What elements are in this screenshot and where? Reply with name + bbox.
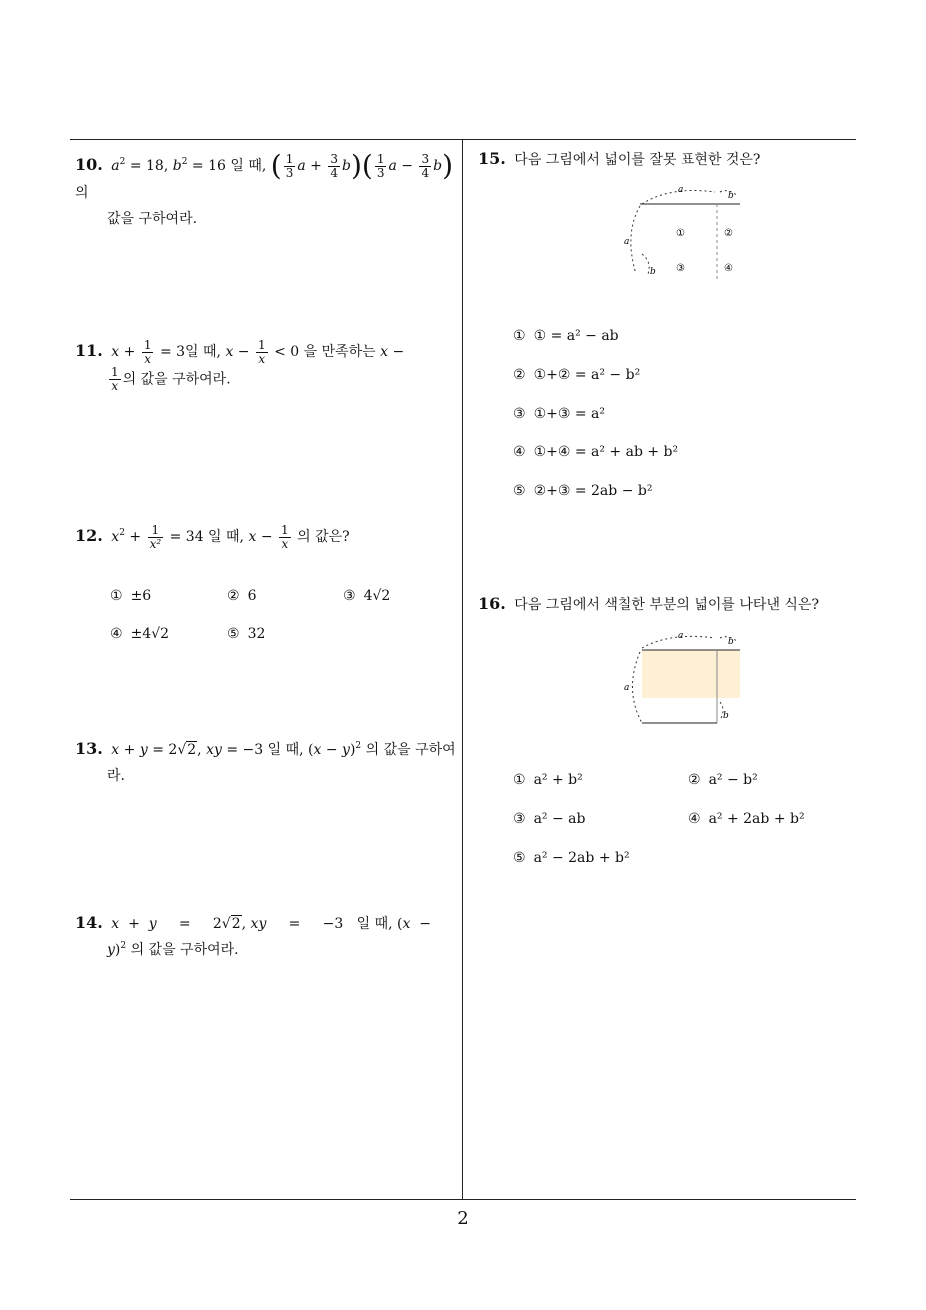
question-13: 13. x + y = 2√2, xy = −3 일 때, $(x - y)^2$ 의 값을 구하여 라.	[75, 739, 456, 784]
q16-label-b-top: b	[728, 637, 734, 647]
q16-choice-4[interactable]: ④ a² + 2ab + b²	[688, 811, 805, 827]
q15-choice-4[interactable]: ④ ①+④ = a² + ab + b²	[513, 444, 679, 460]
q16-figure	[620, 630, 750, 730]
question-14: 14. x + y = 2√2, xy = −3 일 때, (x − y)$^2$ 의 값을 구하여라.	[75, 913, 432, 958]
q12-choice-1[interactable]: ① ±6	[110, 588, 152, 604]
q15-region-2: ②	[724, 228, 733, 239]
q15-choice-1[interactable]: ① ① = a² − ab	[513, 328, 619, 344]
q12-choice-5[interactable]: ⑤ 32	[227, 626, 266, 642]
q15-region-4: ④	[724, 263, 733, 274]
question-11: 11. x + $\frac{1}{x}$ = 3일 때, x − $\frac{1}{x}$ < 0 을 만족하는 x − $\frac{1}{x}$ 의 값을 구하여라.	[75, 337, 405, 393]
q16-choice-3[interactable]: ③ a² − ab	[513, 811, 586, 827]
footer-rule	[70, 1199, 856, 1200]
question-12: 12. $x^2$ + $\frac{1}{\text{x²}}$ = 34 일 때, x − $\frac{1}{x}$ 의 값은?	[75, 522, 350, 551]
q15-choice-3[interactable]: ③ ①+③ = a²	[513, 406, 605, 422]
q15-region-3: ③	[676, 263, 685, 274]
question-number: 12.	[75, 526, 103, 545]
column-divider	[462, 139, 463, 1200]
q15-label-a-top: a	[678, 185, 684, 195]
question-number: 15.	[478, 149, 506, 168]
question-16: 16. 다음 그림에서 색칠한 부분의 넓이를 나타낸 식은?	[478, 594, 819, 613]
q12-choice-2[interactable]: ② 6	[227, 588, 257, 604]
question-number: 13.	[75, 739, 103, 758]
question-number: 11.	[75, 341, 103, 360]
q15-region-1: ①	[676, 228, 685, 239]
q15-label-a-left: a	[624, 237, 630, 247]
q15-label-b-top: b	[728, 191, 734, 201]
q15-choice-5[interactable]: ⑤ ②+③ = 2ab − b²	[513, 483, 653, 499]
q16-label-a-left: a	[624, 683, 630, 693]
q16-shaded-region	[642, 650, 740, 698]
page-number: 2	[457, 1208, 469, 1229]
question-number: 14.	[75, 913, 103, 932]
q16-label-b-side: b	[723, 711, 729, 721]
question-number: 16.	[478, 594, 506, 613]
q12-choice-4[interactable]: ④ ±4√2	[110, 626, 170, 642]
header-rule	[70, 139, 856, 140]
q16-choice-1[interactable]: ① a² + b²	[513, 772, 583, 788]
question-15: 15. 다음 그림에서 넓이를 잘못 표현한 것은?	[478, 149, 761, 168]
q15-choice-2[interactable]: ② ①+② = a² − b²	[513, 367, 641, 383]
q16-label-a-top: a	[678, 631, 684, 641]
question-10: 10. $a^2 = 18$, $b^2 = 16$ 일 때, ( $\frac{1}{3}$ a + $\frac{3}{4}$ b)( $\frac{1}{3}$ a − $\frac{3}{4}$ b) 의 값을 구하여라.	[75, 149, 454, 227]
q16-choice-5[interactable]: ⑤ a² − 2ab + b²	[513, 850, 630, 866]
question-number: 10.	[75, 155, 103, 174]
q12-choice-3[interactable]: ③ 4√2	[343, 588, 391, 604]
q15-label-b-left: b	[650, 267, 656, 277]
q15-figure	[620, 184, 750, 284]
q16-choice-2[interactable]: ② a² − b²	[688, 772, 758, 788]
